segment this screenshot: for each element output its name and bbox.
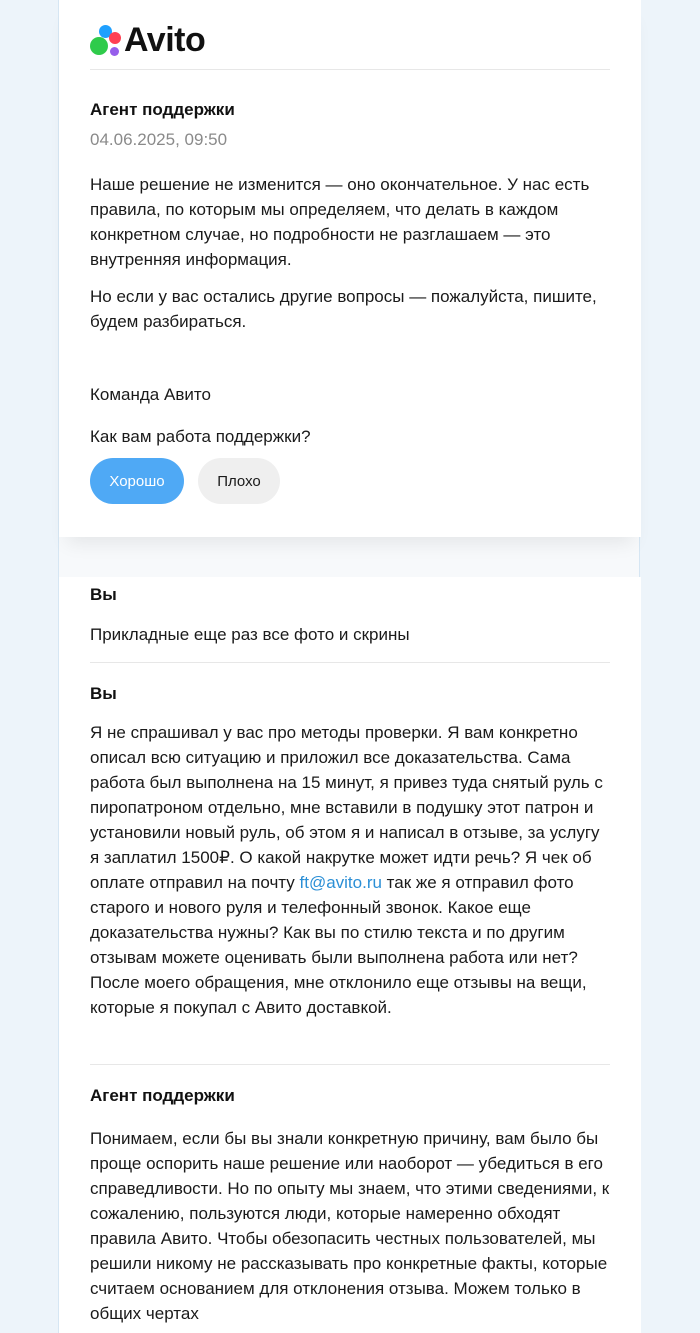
message-paragraph: Наше решение не изменится — оно окончательное. У нас есть правила, по которым мы определяем, что делать в каждом конкретном случае, но подробности не разглашаем — это внутренняя информация.: [90, 175, 590, 269]
message-sender: Агент поддержки: [90, 100, 235, 119]
divider: [90, 1064, 610, 1065]
left-gutter: [0, 0, 59, 1333]
feedback-question: Как вам работа поддержки?: [90, 427, 311, 446]
avito-logo-icon: [90, 23, 122, 57]
good-feedback-button[interactable]: Хорошо: [90, 458, 184, 504]
bad-feedback-button[interactable]: Плохо: [198, 458, 280, 504]
message-paragraph: Но если у вас остались другие вопросы — пожалуйста, пишите, будем разбираться.: [90, 287, 597, 331]
avito-logo[interactable]: [90, 22, 205, 58]
message-text: Понимаем, если бы вы знали конкретную причину, вам было бы проще оспорить наше решение или наоборот — убедиться в его справедливости. Но по опыту мы знаем, что этими сведениями, к сожалению, пользуются люди, которые намеренно обходят правила Авито. Чтобы обезопасить честных пользователей, мы решили никому не рассказывать про конкретные факты, которые считаем основанием для отклонения отзыва. Можем только в общих чертах: [90, 1129, 610, 1323]
logo-text: Avito: [124, 21, 206, 59]
divider: [90, 69, 610, 70]
message-text: Я не спрашивал у вас про методы проверки. Я вам конкретно описал всю ситуацию и приложил все доказательства. Сама работа был выполнена на 15 минут, я привез туда снятый руль с пиропатроном отдельно, мне вставили в подушку этот патрон и установили новый руль, об этом я и написал в отзыве, за услугу я заплатил 1500₽. О какой накрутке может идти речь? Я чек об оплате отправил на почту ft@avito.ru так же я отправил фото старого и нового руля и телефонный звонок. Какое еще доказательства нужны? Как вы по стилю текста и по другим отзывам можете оценивать были выполнена работа или нет? После моего обращения, мне отклонило еще отзывы на вещи, которые я покупал с Авито доставкой.: [90, 723, 603, 1017]
message-sender: Вы: [90, 684, 117, 703]
message-text: Прикладные еще раз все фото и скрины: [90, 625, 410, 644]
message-sender: Вы: [90, 585, 117, 604]
message-sender: Агент поддержки: [90, 1086, 235, 1105]
signature: Команда Авито: [90, 385, 211, 404]
divider: [90, 662, 610, 663]
right-gutter: [639, 0, 700, 1333]
message-date: 04.06.2025, 09:50: [90, 130, 228, 149]
support-reply-card: [59, 0, 641, 537]
message-history-card: [59, 577, 641, 1333]
email-link[interactable]: ft@avito.ru: [299, 873, 382, 892]
